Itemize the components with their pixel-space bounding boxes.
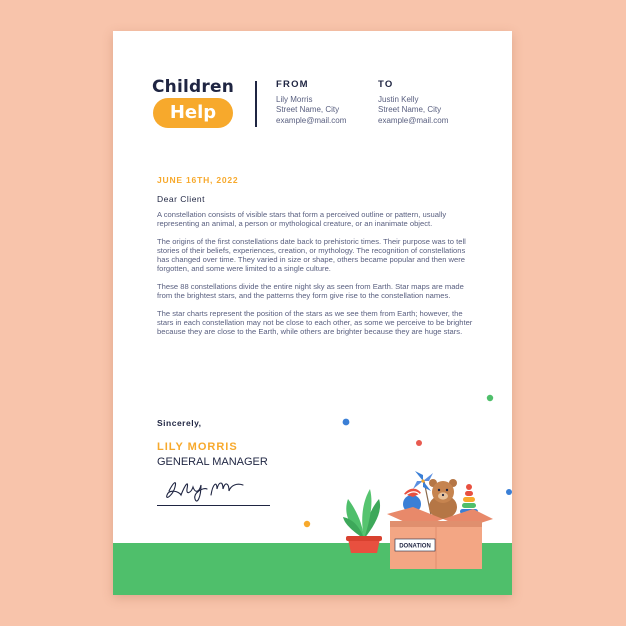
from-heading: FROM [276,79,309,90]
to-street: Street Name, City [378,105,442,114]
donation-illustration [113,31,512,595]
logo-line-1: Children [152,77,235,97]
from-street: Street Name, City [276,105,340,114]
body-paragraph: These 88 constellations divide the entire night sky as seen from Earth. Star maps are made from the brightest stars, and the patterns they form give rise to the constellation names. [157,282,464,300]
letter-date: JUNE 16TH, 2022 [157,175,239,185]
to-email: example@mail.com [378,115,449,125]
to-name: Justin Kelly [378,94,419,104]
confetti-dot [506,489,512,495]
donation-label: DONATION [399,543,431,550]
confetti-dot [343,419,350,426]
potted-plant [343,489,382,553]
from-name: Lily Morris [276,94,313,104]
letter-page [113,31,512,595]
body-paragraph: The origins of the first constellations date back to prehistoric times. Their purpose was to tell stories of their beliefs, experiences, creation, or mythology. The recognition of constellations has changed over time. They varied in size or shape, others became popular and then were forgotten, and some were limited to a single culture. [157,237,466,273]
teddy-bear [429,479,457,519]
letter-greeting: Dear Client [157,194,206,204]
from-email: example@mail.com [276,115,347,125]
body-paragraph: The star charts represent the position of the stars as we see them from Earth; however, the stars in each constellation may not be close to each other, as some we perceive to be brighter because they are close to the Earth, while others are brighter because they are huge stars. [157,309,473,336]
logo-line-2: Help [153,98,233,128]
body-paragraph: A constellation consists of visible stars that form a perceived outline or pattern, usually representing an animal, a person or mythological creature, or an inanimate object. [157,210,447,228]
confetti-dot [487,395,493,401]
letter-closing: Sincerely, [157,418,202,428]
signer-name: LILY MORRIS [157,441,238,453]
confetti-dot [304,521,310,527]
confetti-dot [416,440,422,446]
ring-stacker-toy [460,484,478,514]
signer-title: GENERAL MANAGER [157,456,268,468]
to-heading: TO [378,79,394,90]
